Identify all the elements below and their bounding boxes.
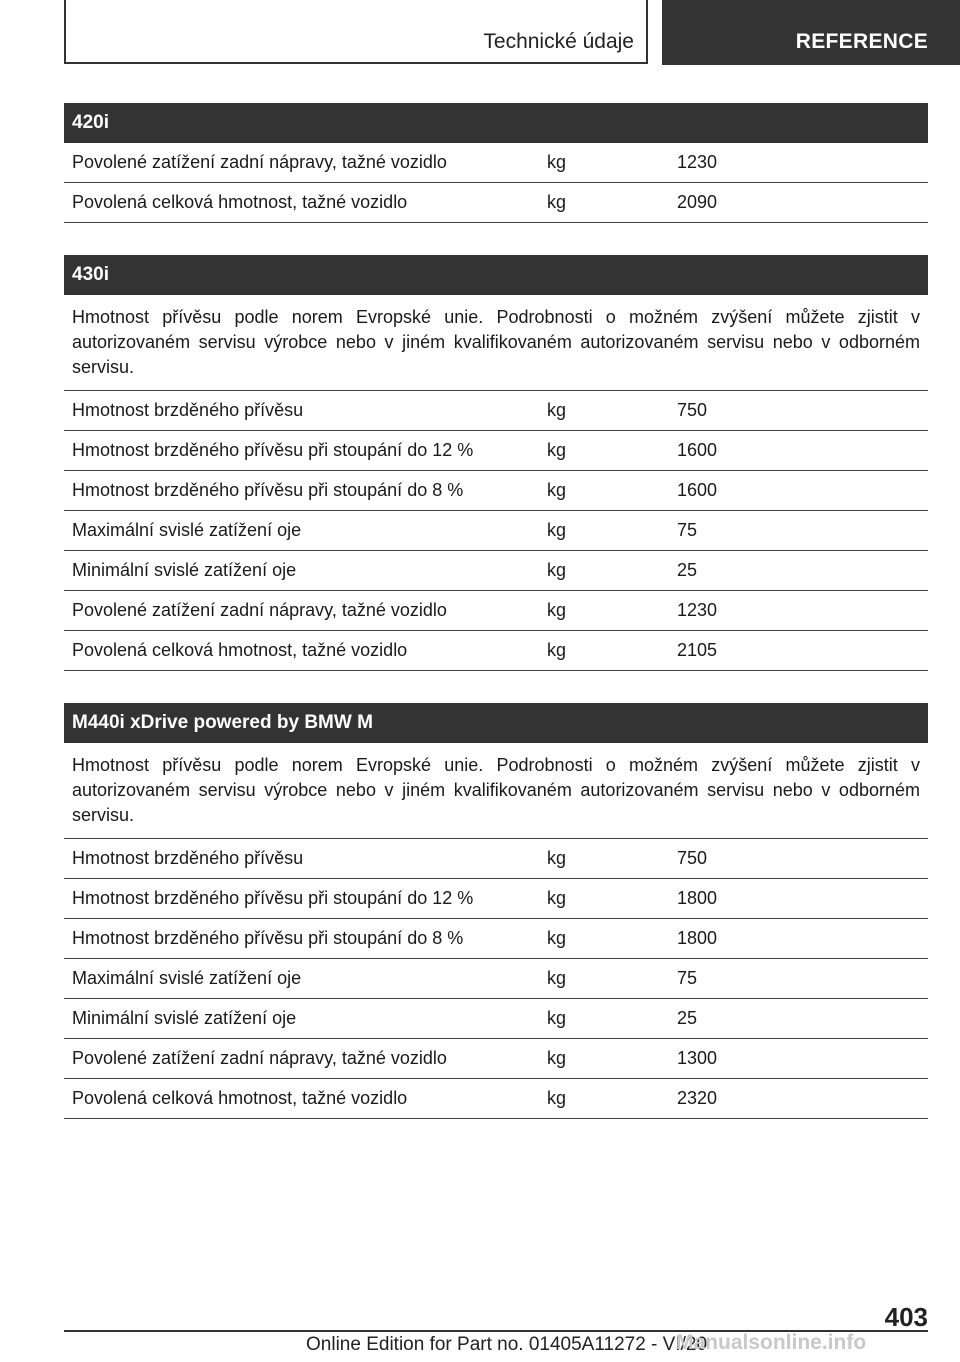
row-unit: kg <box>547 440 567 460</box>
page-number: 403 <box>884 1302 928 1332</box>
row-value: 25 <box>677 1008 698 1028</box>
row-label: Povolená celková hmotnost, tažné vozidlo <box>72 640 408 660</box>
row-label: Hmotnost brzděného přívěsu při stoupání do 8 % <box>72 928 464 948</box>
row-value: 75 <box>677 968 698 988</box>
row-unit: kg <box>547 600 567 620</box>
row-value: 1800 <box>677 928 718 948</box>
row-unit: kg <box>547 1048 567 1068</box>
row-value: 1300 <box>677 1048 718 1068</box>
spec-section-420i <box>64 103 928 223</box>
row-unit: kg <box>547 520 567 540</box>
chapter-title: Technické údaje <box>483 30 634 53</box>
table-row <box>64 551 928 591</box>
section-tab <box>662 0 960 65</box>
row-unit: kg <box>547 1088 567 1108</box>
row-unit: kg <box>547 192 567 212</box>
row-label: Maximální svislé zatížení oje <box>72 968 302 988</box>
row-value: 1800 <box>677 888 718 908</box>
table-row <box>64 1079 928 1119</box>
row-unit: kg <box>547 640 567 660</box>
watermark: Manualsonline.info <box>676 1331 867 1354</box>
section-title: REFERENCE <box>795 30 928 53</box>
section-heading: M440i xDrive powered by BMW M <box>64 703 928 743</box>
table-row <box>64 471 928 511</box>
spec-section-430i <box>64 255 928 671</box>
row-unit: kg <box>547 928 567 948</box>
row-value: 750 <box>677 848 708 868</box>
row-unit: kg <box>547 480 567 500</box>
row-label: Minimální svislé zatížení oje <box>72 1008 297 1028</box>
spec-section-m440i <box>64 703 928 1119</box>
table-row <box>64 879 928 919</box>
row-label: Minimální svislé zatížení oje <box>72 560 297 580</box>
table-row <box>64 591 928 631</box>
table-row <box>64 999 928 1039</box>
table-row <box>64 919 928 959</box>
row-unit: kg <box>547 1008 567 1028</box>
table-row <box>64 511 928 551</box>
table-row <box>64 183 928 223</box>
edition-text: Online Edition for Part no. 01405A11272 - VI/20 <box>306 1334 708 1355</box>
row-label: Maximální svislé zatížení oje <box>72 520 302 540</box>
row-unit: kg <box>547 400 567 420</box>
table-row <box>64 143 928 183</box>
row-unit: kg <box>547 968 567 988</box>
chapter-box <box>64 0 648 64</box>
row-unit: kg <box>547 848 567 868</box>
section-heading: 430i <box>64 255 928 295</box>
row-label: Povolená celková hmotnost, tažné vozidlo <box>72 1088 408 1108</box>
row-unit: kg <box>547 560 567 580</box>
row-value: 1600 <box>677 440 718 460</box>
table-row <box>64 959 928 999</box>
row-value: 1230 <box>677 152 718 172</box>
row-label: Povolené zatížení zadní nápravy, tažné vozidlo <box>72 600 447 620</box>
row-value: 25 <box>677 560 698 580</box>
page-header <box>0 0 960 66</box>
table-row <box>64 839 928 879</box>
row-label: Povolené zatížení zadní nápravy, tažné vozidlo <box>72 1048 447 1068</box>
row-value: 2090 <box>677 192 718 212</box>
row-value: 750 <box>677 400 708 420</box>
section-description: Hmotnost přívěsu podle norem Evropské unie. Podrobnosti o možném zvýšení můžete zjistit v autorizovaném servisu výrobce nebo v jiném kvalifikovaném autorizovaném servisu nebo v odborném servisu. <box>64 743 928 839</box>
row-label: Hmotnost brzděného přívěsu při stoupání do 8 % <box>72 480 464 500</box>
row-value: 1600 <box>677 480 718 500</box>
row-value: 75 <box>677 520 698 540</box>
row-label: Hmotnost brzděného přívěsu <box>72 848 304 868</box>
table-row <box>64 431 928 471</box>
row-unit: kg <box>547 152 567 172</box>
row-label: Povolená celková hmotnost, tažné vozidlo <box>72 192 408 212</box>
table-row <box>64 1039 928 1079</box>
table-row <box>64 391 928 431</box>
section-heading: 420i <box>64 103 928 143</box>
section-description: Hmotnost přívěsu podle norem Evropské unie. Podrobnosti o možném zvýšení můžete zjistit v autorizovaném servisu výrobce nebo v jiném kvalifikovaném autorizovaném servisu nebo v odborném servisu. <box>64 295 928 391</box>
table-row <box>64 631 928 671</box>
row-value: 2105 <box>677 640 718 660</box>
spec-content <box>64 103 928 1151</box>
row-label: Hmotnost brzděného přívěsu <box>72 400 304 420</box>
row-label: Povolené zatížení zadní nápravy, tažné vozidlo <box>72 152 447 172</box>
row-value: 2320 <box>677 1088 718 1108</box>
row-unit: kg <box>547 888 567 908</box>
row-value: 1230 <box>677 600 718 620</box>
row-label: Hmotnost brzděného přívěsu při stoupání do 12 % <box>72 440 474 460</box>
row-label: Hmotnost brzděného přívěsu při stoupání do 12 % <box>72 888 474 908</box>
